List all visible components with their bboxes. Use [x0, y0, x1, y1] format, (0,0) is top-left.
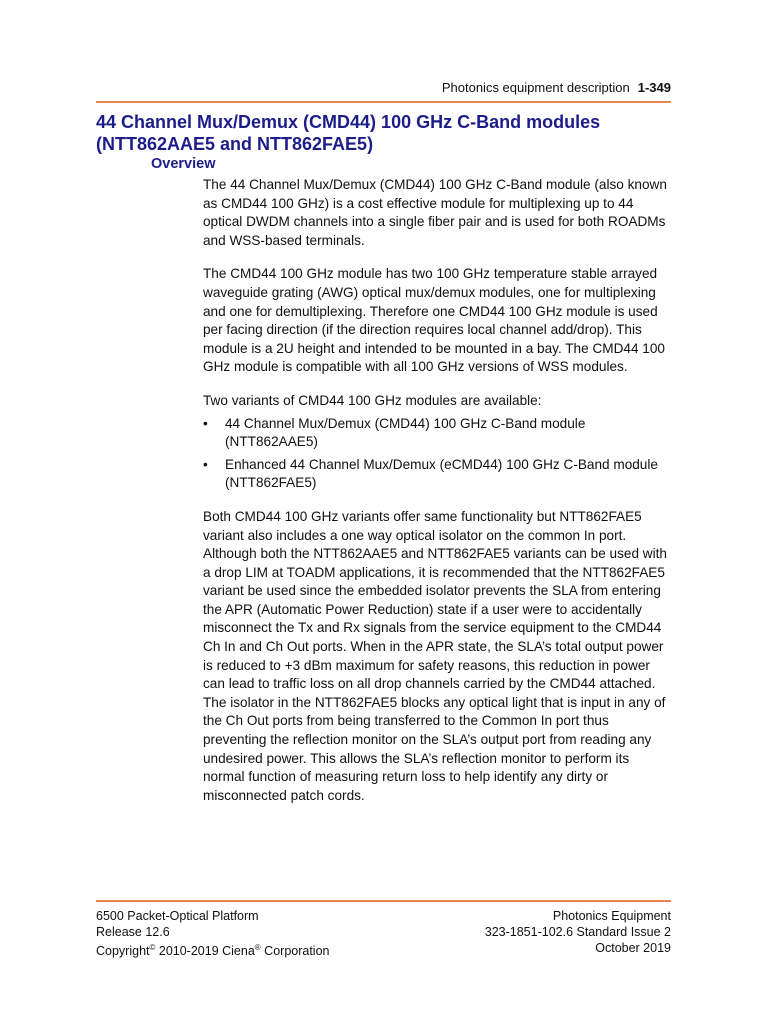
overview-heading: Overview	[151, 156, 216, 172]
variant-list	[203, 415, 673, 493]
registered-symbol: ®	[254, 943, 261, 952]
copyright-tail: Corporation	[260, 944, 330, 959]
bullet-icon: •	[203, 456, 208, 472]
list-item-text: 44 Channel Mux/Demux (CMD44) 100 GHz C-Band module (NTT862AAE5)	[225, 415, 586, 450]
paragraph-isolator-details: Both CMD44 100 GHz variants offer same functionality but NTT862FAE5 variant also includes a one way optical isolator on the common In port. Although both the NTT862AAE5 and NTT862FAE5 variants can be used with a drop LIM at TOADM applications, it is recommended that the NTT862FAE5 variant be used since the embedded isolator prevents the SLA from entering the APR (Automatic Power Reduction) state if a user were to accidentally misconnect the Tx and Rx signals from the service equipment to the CMD44 Ch In and Ch Out ports. When in the APR state, the SLA’s total output power is reduced to +3 dBm maximum for safety reasons, this reduction in power can lead to traffic loss on all drop channels carried by the CMD44 attached. The isolator in the NTT862FAE5 blocks any optical light that is input in any of the Ch Out ports from being transferred to the Common In port thus preventing the reflection monitor on the SLA’s output port from reading any undesired power. This allows the SLA’s reflection monitor to perform its normal function of measuring return loss to help identify any dirty or misconnected patch cords.	[203, 508, 667, 803]
document-title: Photonics Equipment	[552, 909, 671, 923]
footer-rule	[96, 900, 671, 902]
running-header	[442, 80, 671, 95]
paragraph-intro: The 44 Channel Mux/Demux (CMD44) 100 GHz C-Band module (also known as CMD44 100 GHz) is a cost effective module for multiplexing up to 44 optical DWDM channels into a single fiber pair and is used for both ROADMs and WSS-based terminals.	[203, 177, 667, 248]
product-name: 6500 Packet-Optical Platform	[96, 909, 259, 923]
body-text	[203, 176, 673, 820]
page-number: 1-349	[637, 80, 671, 95]
paragraph-module-description: The CMD44 100 GHz module has two 100 GHz temperature stable arrayed waveguide grating (AWG) optical mux/demux modules, one for multiplexing and one for demultiplexing. Therefore one CMD44 100 GHz module is used per facing direction (if the direction requires local channel add/drop). This module is a 2U height and intended to be mounted in a bay. The CMD44 100 GHz module is compatible with all 100 GHz versions of WSS modules.	[203, 266, 665, 375]
list-item	[203, 456, 673, 493]
footer-left	[96, 908, 330, 959]
list-item	[203, 415, 673, 452]
copyright-line	[96, 940, 330, 959]
paragraph-variants-intro: Two variants of CMD44 100 GHz modules are available:	[203, 392, 542, 408]
section-title: 44 Channel Mux/Demux (CMD44) 100 GHz C-Band modules (NTT862AAE5 and NTT862FAE5)	[96, 112, 601, 154]
release-number: Release 12.6	[96, 925, 170, 939]
footer-right	[485, 908, 671, 956]
publication-date: October 2019	[595, 941, 671, 955]
header-rule	[96, 101, 671, 103]
copyright-word: Copyright	[96, 944, 150, 959]
bullet-icon: •	[203, 415, 208, 431]
copyright-symbol: ©	[149, 943, 156, 952]
copyright-years: 2010-2019 Ciena	[155, 944, 255, 959]
list-item-text: Enhanced 44 Channel Mux/Demux (eCMD44) 100 GHz C-Band module (NTT862FAE5)	[225, 456, 658, 491]
header-section-title: Photonics equipment description	[441, 80, 630, 95]
document-number: 323-1851-102.6 Standard Issue 2	[484, 925, 671, 939]
